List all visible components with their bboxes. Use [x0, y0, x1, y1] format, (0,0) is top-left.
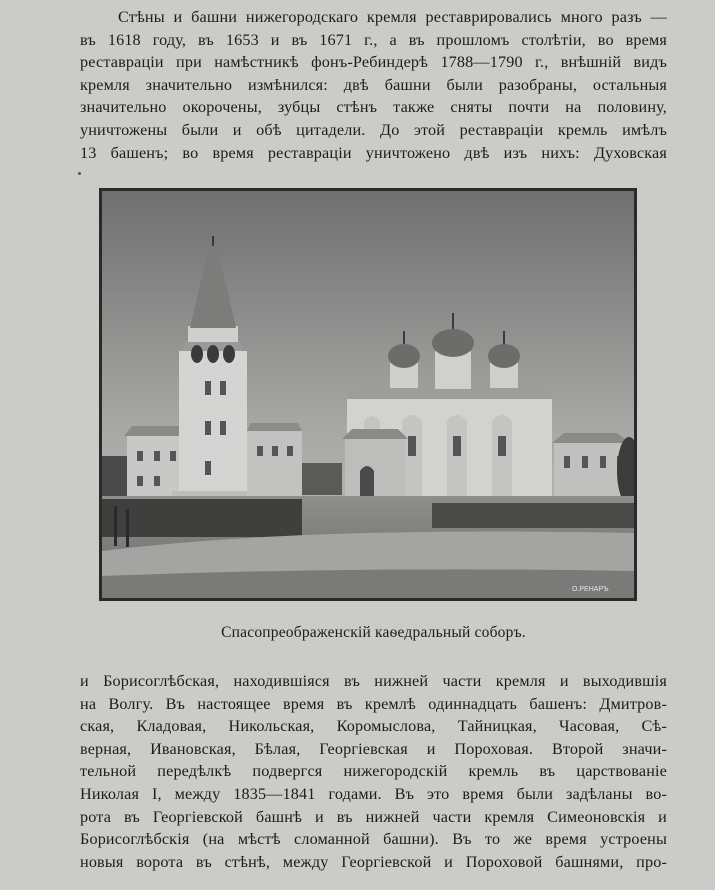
text-line: значительно окорочены, зубцы стѣнъ также сняты почти на половину,: [80, 98, 667, 117]
bottom-paragraph: [80, 670, 667, 873]
text-line: 13 башенъ; во время реставраціи уничтожено двѣ изъ нихъ: Духовская: [80, 143, 667, 162]
print-speck: [78, 172, 81, 175]
text-line: въ 1618 году, въ 1653 и въ 1671 г., а въ прошломъ столѣтіи, во время: [80, 30, 667, 49]
text-line: Стѣны и башни нижегородскаго кремля реставрировались много разъ —: [118, 8, 667, 26]
text-line: Борисоглѣбскія (на мѣстѣ сломанной башни). Въ то же время устроены: [80, 830, 667, 849]
photo-caption: Спасопреображенскій каѳедральный соборъ.: [221, 624, 526, 641]
text-line: Николая I, между 1835—1841 годами. Въ это время были задѣланы во-: [80, 784, 667, 803]
text-line: кремля значительно измѣнился: двѣ башни были разобраны, остальныя: [80, 75, 667, 94]
text-line: реставраціи при намѣстникѣ фонъ-Ребиндерѣ 1788—1790 г., внѣшній видъ: [80, 53, 667, 72]
text-line: на Волгу. Въ настоящее время въ кремлѣ одиннадцать башенъ: Дмитров-: [80, 694, 667, 713]
text-line: и Борисоглѣбская, находившіяся въ нижней части кремля и выходившія: [80, 672, 667, 690]
photographer-signature: О.РЕНАРЪ: [572, 586, 609, 593]
top-paragraph: [80, 6, 667, 164]
text-line: верная, Ивановская, Бѣлая, Георгіевская и Пороховая. Второй значи-: [80, 739, 667, 758]
text-line: рота въ Георгіевской башнѣ и въ нижней части кремля Симеоновскія и: [80, 807, 667, 826]
text-line: ская, Кладовая, Никольская, Коромыслова, Тайницкая, Часовая, Сѣ-: [80, 717, 667, 736]
cathedral-photo: [99, 188, 637, 601]
text-line: уничтожены были и обѣ цитадели. До этой реставраціи кремль имѣлъ: [80, 120, 667, 139]
text-line: тельной передѣлкѣ подвергся нижегородскій кремль въ царствованіе: [80, 762, 667, 781]
text-line: новыя ворота въ стѣнѣ, между Георгіевской и Пороховой башнями, про-: [80, 852, 667, 871]
